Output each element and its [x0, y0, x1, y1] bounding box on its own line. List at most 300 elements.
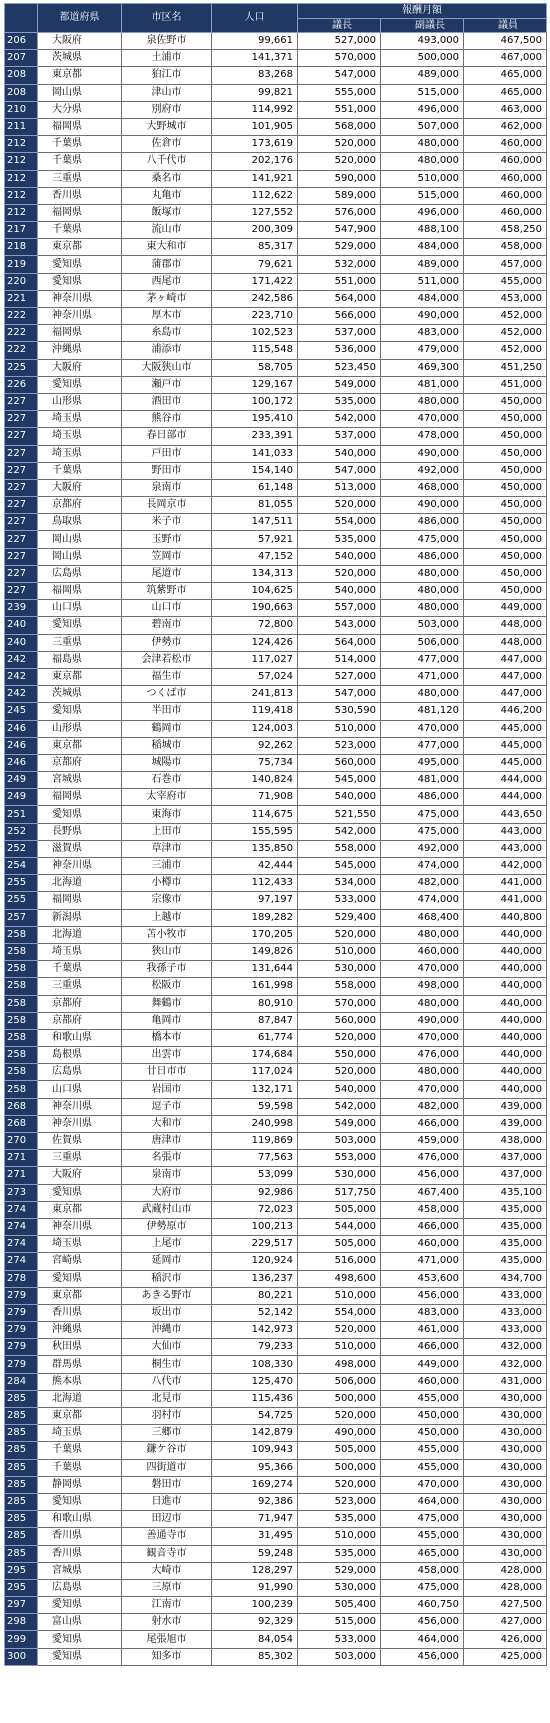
member-pay-cell: 445,000: [464, 737, 547, 754]
rank-cell: 285: [5, 1390, 38, 1407]
city-cell: 沖縄市: [122, 1322, 212, 1339]
vice-chairman-pay-cell: 488,100: [381, 222, 464, 239]
member-pay-cell: 430,000: [464, 1493, 547, 1510]
rank-cell: 212: [5, 204, 38, 221]
rank-cell: 227: [5, 411, 38, 428]
prefecture-cell: 千葉県: [38, 462, 122, 479]
vice-chairman-pay-cell: 466,000: [381, 1339, 464, 1356]
population-cell: 92,329: [212, 1614, 298, 1631]
rank-cell: 284: [5, 1373, 38, 1390]
vice-chairman-pay-cell: 500,000: [381, 50, 464, 67]
prefecture-cell: 山形県: [38, 720, 122, 737]
chairman-pay-cell: 520,000: [298, 1322, 381, 1339]
table-row: [5, 1476, 547, 1493]
table-row: [5, 823, 547, 840]
member-pay-cell: 460,000: [464, 204, 547, 221]
vice-chairman-pay-cell: 476,000: [381, 1150, 464, 1167]
population-cell: 91,990: [212, 1579, 298, 1596]
city-cell: 玉野市: [122, 531, 212, 548]
city-cell: 舞鶴市: [122, 995, 212, 1012]
member-pay-cell: 450,000: [464, 393, 547, 410]
population-cell: 61,148: [212, 479, 298, 496]
table-row: [5, 1098, 547, 1115]
vice-chairman-pay-cell: 483,000: [381, 325, 464, 342]
rank-cell: 279: [5, 1356, 38, 1373]
vice-chairman-pay-cell: 455,000: [381, 1442, 464, 1459]
member-pay-cell: 428,000: [464, 1579, 547, 1596]
rank-cell: 255: [5, 892, 38, 909]
chairman-pay-cell: 505,000: [298, 1442, 381, 1459]
vice-chairman-pay-cell: 459,000: [381, 1133, 464, 1150]
chairman-pay-cell: 490,000: [298, 1425, 381, 1442]
rank-cell: 240: [5, 617, 38, 634]
city-cell: 大和市: [122, 1115, 212, 1132]
prefecture-cell: 東京都: [38, 1287, 122, 1304]
member-pay-cell: 430,000: [464, 1425, 547, 1442]
prefecture-cell: 北海道: [38, 1390, 122, 1407]
population-cell: 31,495: [212, 1528, 298, 1545]
city-cell: 江南市: [122, 1597, 212, 1614]
rank-cell: 242: [5, 686, 38, 703]
prefecture-cell: 和歌山県: [38, 1029, 122, 1046]
table-row: [5, 1597, 547, 1614]
chairman-pay-cell: 520,000: [298, 136, 381, 153]
population-cell: 59,248: [212, 1545, 298, 1562]
prefecture-cell: 山形県: [38, 393, 122, 410]
rank-cell: 285: [5, 1476, 38, 1493]
table-row: [5, 1236, 547, 1253]
population-cell: 134,313: [212, 565, 298, 582]
vice-chairman-pay-cell: 471,000: [381, 668, 464, 685]
vice-chairman-pay-cell: 470,000: [381, 411, 464, 428]
chairman-pay-cell: 514,000: [298, 651, 381, 668]
vice-chairman-header: 副議長: [381, 19, 464, 33]
rank-cell: 226: [5, 376, 38, 393]
vice-chairman-pay-cell: 468,000: [381, 479, 464, 496]
member-pay-cell: 425,000: [464, 1648, 547, 1665]
chairman-pay-cell: 530,590: [298, 703, 381, 720]
chairman-pay-cell: 564,000: [298, 634, 381, 651]
table-row: [5, 1287, 547, 1304]
vice-chairman-pay-cell: 475,000: [381, 1511, 464, 1528]
table-row: [5, 187, 547, 204]
table-body: [5, 33, 547, 1666]
prefecture-cell: 三重県: [38, 170, 122, 187]
monthly-pay-group-header: 報酬月額: [298, 4, 547, 19]
chairman-pay-cell: 540,000: [298, 445, 381, 462]
population-cell: 92,386: [212, 1493, 298, 1510]
population-cell: 155,595: [212, 823, 298, 840]
member-pay-cell: 440,000: [464, 1064, 547, 1081]
population-cell: 108,330: [212, 1356, 298, 1373]
prefecture-cell: 大阪府: [38, 1167, 122, 1184]
chairman-pay-cell: 549,000: [298, 1115, 381, 1132]
prefecture-cell: 福岡県: [38, 118, 122, 135]
city-cell: 会津若松市: [122, 651, 212, 668]
table-row: [5, 497, 547, 514]
member-pay-cell: 443,650: [464, 806, 547, 823]
prefecture-cell: 神奈川県: [38, 1115, 122, 1132]
chairman-pay-cell: 503,000: [298, 1133, 381, 1150]
vice-chairman-pay-cell: 455,000: [381, 1459, 464, 1476]
rank-cell: 298: [5, 1614, 38, 1631]
chairman-pay-cell: 535,000: [298, 1545, 381, 1562]
member-pay-cell: 460,000: [464, 153, 547, 170]
city-cell: 小樽市: [122, 875, 212, 892]
city-cell: 泉佐野市: [122, 33, 212, 50]
chairman-pay-cell: 589,000: [298, 187, 381, 204]
table-row: [5, 445, 547, 462]
population-cell: 154,140: [212, 462, 298, 479]
member-pay-cell: 440,000: [464, 1012, 547, 1029]
chairman-pay-cell: 513,000: [298, 479, 381, 496]
prefecture-cell: 千葉県: [38, 1442, 122, 1459]
prefecture-cell: 大阪府: [38, 359, 122, 376]
chairman-pay-cell: 568,000: [298, 118, 381, 135]
rank-cell: 212: [5, 187, 38, 204]
vice-chairman-pay-cell: 507,000: [381, 118, 464, 135]
table-row: [5, 359, 547, 376]
member-pay-cell: 452,000: [464, 308, 547, 325]
rank-cell: 258: [5, 1012, 38, 1029]
population-cell: 124,003: [212, 720, 298, 737]
table-row: [5, 1201, 547, 1218]
population-cell: 170,205: [212, 926, 298, 943]
prefecture-cell: 三重県: [38, 978, 122, 995]
city-cell: 太宰府市: [122, 789, 212, 806]
prefecture-cell: 千葉県: [38, 1459, 122, 1476]
city-cell: 橋本市: [122, 1029, 212, 1046]
vice-chairman-pay-cell: 486,000: [381, 789, 464, 806]
table-row: [5, 1339, 547, 1356]
population-cell: 240,998: [212, 1115, 298, 1132]
chairman-pay-cell: 527,000: [298, 33, 381, 50]
population-cell: 136,237: [212, 1270, 298, 1287]
rank-cell: 227: [5, 514, 38, 531]
city-cell: 東海市: [122, 806, 212, 823]
chairman-pay-cell: 537,000: [298, 325, 381, 342]
table-row: [5, 273, 547, 290]
member-pay-cell: 463,000: [464, 101, 547, 118]
vice-chairman-pay-cell: 477,000: [381, 737, 464, 754]
member-pay-cell: 450,000: [464, 411, 547, 428]
chairman-pay-cell: 564,000: [298, 290, 381, 307]
prefecture-cell: 広島県: [38, 1579, 122, 1596]
city-cell: 浦添市: [122, 342, 212, 359]
vice-chairman-pay-cell: 515,000: [381, 187, 464, 204]
table-row: [5, 1579, 547, 1596]
prefecture-cell: 東京都: [38, 1408, 122, 1425]
prefecture-cell: 埼玉県: [38, 943, 122, 960]
rank-cell: 212: [5, 170, 38, 187]
vice-chairman-pay-cell: 510,000: [381, 170, 464, 187]
vice-chairman-pay-cell: 450,000: [381, 1408, 464, 1425]
vice-chairman-pay-cell: 484,000: [381, 239, 464, 256]
population-cell: 61,774: [212, 1029, 298, 1046]
table-row: [5, 840, 547, 857]
rank-cell: 212: [5, 153, 38, 170]
chairman-pay-cell: 540,000: [298, 548, 381, 565]
member-pay-cell: 455,000: [464, 273, 547, 290]
table-row: [5, 153, 547, 170]
prefecture-cell: 群馬県: [38, 1356, 122, 1373]
prefecture-cell: 千葉県: [38, 136, 122, 153]
table-row: [5, 101, 547, 118]
population-cell: 72,023: [212, 1201, 298, 1218]
prefecture-cell: 神奈川県: [38, 308, 122, 325]
table-row: [5, 256, 547, 273]
prefecture-cell: 福岡県: [38, 789, 122, 806]
member-pay-cell: 428,000: [464, 1562, 547, 1579]
vice-chairman-pay-cell: 466,000: [381, 1115, 464, 1132]
vice-chairman-pay-cell: 468,400: [381, 909, 464, 926]
member-pay-cell: 458,250: [464, 222, 547, 239]
chairman-pay-cell: 549,000: [298, 376, 381, 393]
rank-cell: 227: [5, 531, 38, 548]
member-pay-cell: 432,000: [464, 1339, 547, 1356]
member-pay-cell: 449,000: [464, 600, 547, 617]
prefecture-cell: 東京都: [38, 668, 122, 685]
population-cell: 173,619: [212, 136, 298, 153]
population-cell: 119,418: [212, 703, 298, 720]
member-pay-cell: 451,000: [464, 376, 547, 393]
table-row: [5, 892, 547, 909]
prefecture-cell: 三重県: [38, 1150, 122, 1167]
prefecture-cell: 東京都: [38, 67, 122, 84]
rank-cell: 252: [5, 840, 38, 857]
chairman-pay-cell: 520,000: [298, 1408, 381, 1425]
member-pay-cell: 430,000: [464, 1528, 547, 1545]
vice-chairman-pay-cell: 470,000: [381, 1476, 464, 1493]
table-row: [5, 1356, 547, 1373]
member-pay-cell: 440,000: [464, 943, 547, 960]
chairman-pay-cell: 500,000: [298, 1459, 381, 1476]
vice-chairman-pay-cell: 475,000: [381, 823, 464, 840]
member-pay-cell: 465,000: [464, 67, 547, 84]
city-cell: 蒲郡市: [122, 256, 212, 273]
population-cell: 53,099: [212, 1167, 298, 1184]
population-cell: 75,734: [212, 754, 298, 771]
table-row: [5, 1218, 547, 1235]
table-row: [5, 1047, 547, 1064]
table-row: [5, 1150, 547, 1167]
chairman-pay-cell: 498,000: [298, 1356, 381, 1373]
vice-chairman-pay-cell: 495,000: [381, 754, 464, 771]
member-pay-cell: 448,000: [464, 617, 547, 634]
vice-chairman-pay-cell: 460,750: [381, 1597, 464, 1614]
vice-chairman-pay-cell: 492,000: [381, 462, 464, 479]
chairman-pay-cell: 523,000: [298, 1493, 381, 1510]
chairman-pay-cell: 560,000: [298, 754, 381, 771]
member-pay-cell: 450,000: [464, 479, 547, 496]
prefecture-cell: 愛知県: [38, 273, 122, 290]
rank-cell: 279: [5, 1304, 38, 1321]
rank-cell: 242: [5, 651, 38, 668]
member-pay-cell: 435,000: [464, 1218, 547, 1235]
population-cell: 84,054: [212, 1631, 298, 1648]
chairman-pay-cell: 523,000: [298, 737, 381, 754]
city-cell: 土浦市: [122, 50, 212, 67]
population-cell: 132,171: [212, 1081, 298, 1098]
city-cell: 鎌ケ谷市: [122, 1442, 212, 1459]
chairman-pay-cell: 498,600: [298, 1270, 381, 1287]
prefecture-cell: 大阪府: [38, 33, 122, 50]
member-pay-cell: 440,000: [464, 1047, 547, 1064]
population-cell: 80,221: [212, 1287, 298, 1304]
city-cell: 大阪狭山市: [122, 359, 212, 376]
city-cell: 磐田市: [122, 1476, 212, 1493]
rank-cell: 285: [5, 1408, 38, 1425]
city-cell: 延岡市: [122, 1253, 212, 1270]
population-cell: 57,024: [212, 668, 298, 685]
prefecture-cell: 千葉県: [38, 153, 122, 170]
member-pay-cell: 434,700: [464, 1270, 547, 1287]
chairman-pay-cell: 542,000: [298, 411, 381, 428]
vice-chairman-pay-cell: 479,000: [381, 342, 464, 359]
chairman-pay-cell: 535,000: [298, 393, 381, 410]
member-pay-cell: 450,000: [464, 514, 547, 531]
city-cell: 亀岡市: [122, 1012, 212, 1029]
prefecture-cell: 東京都: [38, 737, 122, 754]
member-pay-cell: 452,000: [464, 325, 547, 342]
chairman-pay-cell: 566,000: [298, 308, 381, 325]
prefecture-cell: 新潟県: [38, 909, 122, 926]
chairman-pay-cell: 529,000: [298, 239, 381, 256]
rank-cell: 258: [5, 1064, 38, 1081]
rank-cell: 219: [5, 256, 38, 273]
city-cell: 米子市: [122, 514, 212, 531]
rank-cell: 206: [5, 33, 38, 50]
chairman-pay-cell: 510,000: [298, 1287, 381, 1304]
prefecture-cell: 岡山県: [38, 84, 122, 101]
prefecture-cell: 京都府: [38, 497, 122, 514]
prefecture-cell: 岡山県: [38, 531, 122, 548]
rank-cell: 225: [5, 359, 38, 376]
rank-cell: 285: [5, 1442, 38, 1459]
rank-cell: 258: [5, 961, 38, 978]
city-cell: 苫小牧市: [122, 926, 212, 943]
vice-chairman-pay-cell: 480,000: [381, 995, 464, 1012]
population-cell: 95,366: [212, 1459, 298, 1476]
vice-chairman-pay-cell: 482,000: [381, 875, 464, 892]
chairman-pay-cell: 535,000: [298, 1511, 381, 1528]
vice-chairman-pay-cell: 480,000: [381, 393, 464, 410]
city-cell: つくば市: [122, 686, 212, 703]
table-row: [5, 308, 547, 325]
prefecture-cell: 埼玉県: [38, 1425, 122, 1442]
city-cell: 笠岡市: [122, 548, 212, 565]
prefecture-cell: 埼玉県: [38, 428, 122, 445]
chairman-pay-cell: 542,000: [298, 1098, 381, 1115]
rank-cell: 227: [5, 497, 38, 514]
prefecture-cell: 宮城県: [38, 1562, 122, 1579]
prefecture-cell: 香川県: [38, 1528, 122, 1545]
population-cell: 109,943: [212, 1442, 298, 1459]
city-cell: 上尾市: [122, 1236, 212, 1253]
prefecture-cell: 福島県: [38, 651, 122, 668]
member-pay-cell: 435,000: [464, 1253, 547, 1270]
vice-chairman-pay-cell: 475,000: [381, 531, 464, 548]
vice-chairman-pay-cell: 464,000: [381, 1631, 464, 1648]
city-cell: 山口市: [122, 600, 212, 617]
city-cell: 春日部市: [122, 428, 212, 445]
member-pay-cell: 427,000: [464, 1614, 547, 1631]
rank-cell: 295: [5, 1562, 38, 1579]
member-pay-cell: 467,500: [464, 33, 547, 50]
chairman-pay-cell: 535,000: [298, 531, 381, 548]
prefecture-cell: 愛知県: [38, 256, 122, 273]
table-row: [5, 222, 547, 239]
table-row: [5, 943, 547, 960]
rank-cell: 257: [5, 909, 38, 926]
table-row: [5, 720, 547, 737]
member-pay-cell: 447,000: [464, 651, 547, 668]
city-cell: 稲沢市: [122, 1270, 212, 1287]
population-cell: 102,523: [212, 325, 298, 342]
city-cell: 上越市: [122, 909, 212, 926]
table-row: [5, 290, 547, 307]
rank-cell: 258: [5, 1047, 38, 1064]
vice-chairman-pay-cell: 480,000: [381, 926, 464, 943]
city-cell: 八代市: [122, 1373, 212, 1390]
member-pay-cell: 441,000: [464, 892, 547, 909]
population-cell: 71,947: [212, 1511, 298, 1528]
table-row: [5, 1029, 547, 1046]
table-row: [5, 33, 547, 50]
table-row: [5, 634, 547, 651]
population-cell: 141,033: [212, 445, 298, 462]
rank-cell: 285: [5, 1545, 38, 1562]
population-cell: 141,371: [212, 50, 298, 67]
rank-cell: 285: [5, 1528, 38, 1545]
vice-chairman-pay-cell: 490,000: [381, 308, 464, 325]
chairman-pay-cell: 551,000: [298, 273, 381, 290]
city-cell: 熊谷市: [122, 411, 212, 428]
city-cell: 四街道市: [122, 1459, 212, 1476]
population-cell: 127,552: [212, 204, 298, 221]
prefecture-cell: 香川県: [38, 1304, 122, 1321]
population-cell: 83,268: [212, 67, 298, 84]
table-row: [5, 909, 547, 926]
city-cell: 戸田市: [122, 445, 212, 462]
vice-chairman-pay-cell: 481,000: [381, 772, 464, 789]
city-cell: 武蔵村山市: [122, 1201, 212, 1218]
chairman-pay-cell: 510,000: [298, 1528, 381, 1545]
rank-cell: 207: [5, 50, 38, 67]
table-row: [5, 789, 547, 806]
population-cell: 85,317: [212, 239, 298, 256]
chairman-pay-cell: 553,000: [298, 1150, 381, 1167]
vice-chairman-pay-cell: 456,000: [381, 1167, 464, 1184]
population-cell: 101,905: [212, 118, 298, 135]
vice-chairman-pay-cell: 486,000: [381, 514, 464, 531]
city-cell: 丸亀市: [122, 187, 212, 204]
city-cell: 草津市: [122, 840, 212, 857]
member-pay-cell: 450,000: [464, 583, 547, 600]
member-pay-cell: 460,000: [464, 136, 547, 153]
rank-cell: 227: [5, 479, 38, 496]
rank-cell: 227: [5, 565, 38, 582]
rank-cell: 258: [5, 926, 38, 943]
population-cell: 112,622: [212, 187, 298, 204]
member-pay-cell: 440,000: [464, 926, 547, 943]
vice-chairman-pay-cell: 478,000: [381, 428, 464, 445]
prefecture-cell: 福岡県: [38, 892, 122, 909]
prefecture-cell: 福岡県: [38, 204, 122, 221]
prefecture-cell: 富山県: [38, 1614, 122, 1631]
table-row: [5, 754, 547, 771]
population-cell: 161,998: [212, 978, 298, 995]
